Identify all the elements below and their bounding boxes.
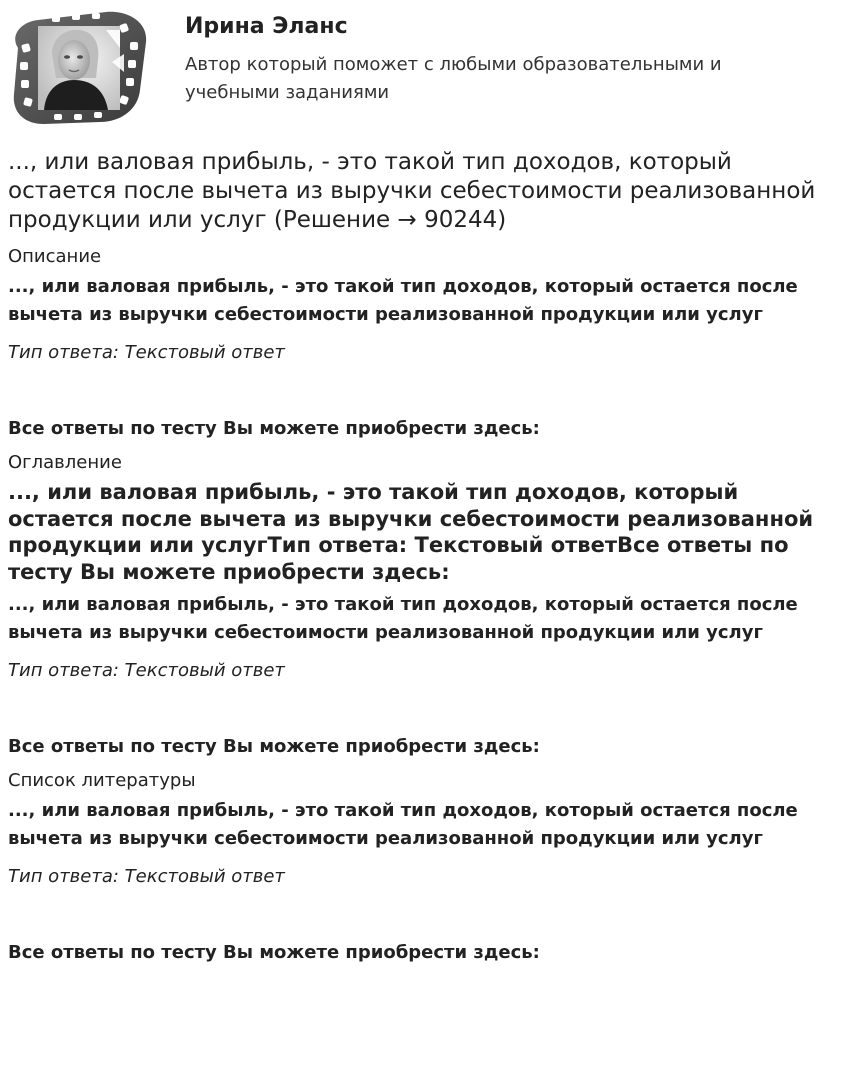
references-label: Список литературы [8, 770, 196, 791]
toc-answer-type: Тип ответа: Текстовый ответ [8, 660, 285, 681]
toc-question: ..., или валовая прибыль, - это такой тип доходов, который остается после вычета из выручки себестоимости реализованной продукции или услуг [8, 594, 798, 643]
description-label: Описание [8, 246, 102, 267]
author-name: Ирина Эланс [185, 14, 348, 39]
description-question: ..., или валовая прибыль, - это такой тип доходов, который остается после вычета из выручки себестоимости реализованной продукции или услуг [8, 276, 798, 325]
description-section [8, 245, 833, 441]
author-avatar [8, 8, 150, 126]
toc-heading: ..., или валовая прибыль, - это такой тип доходов, который остается после вычета из выручки себестоимости реализованной продукции или услугТип ответа: Текстовый ответВсе ответы по тесту Вы можете приобрести здесь: [8, 480, 814, 584]
author-description: Автор который поможет с любыми образовательными и учебными заданиями [185, 54, 722, 103]
main-content [8, 148, 833, 965]
toc-label: Оглавление [8, 452, 122, 473]
author-card [8, 8, 838, 128]
references-section [8, 769, 833, 965]
page-title: ..., или валовая прибыль, - это такой тип доходов, который остается после вычета из выручки себестоимости реализованной продукции или услуг (Решение → 90244) [8, 149, 816, 233]
references-answer-type: Тип ответа: Текстовый ответ [8, 866, 285, 887]
description-buy-text: Все ответы по тесту Вы можете приобрести здесь: [8, 418, 540, 439]
description-answer-type: Тип ответа: Текстовый ответ [8, 342, 285, 363]
references-question: ..., или валовая прибыль, - это такой тип доходов, который остается после вычета из выручки себестоимости реализованной продукции или услуг [8, 800, 798, 849]
toc-section [8, 451, 833, 759]
references-buy-text: Все ответы по тесту Вы можете приобрести здесь: [8, 942, 540, 963]
toc-buy-text: Все ответы по тесту Вы можете приобрести здесь: [8, 736, 540, 757]
